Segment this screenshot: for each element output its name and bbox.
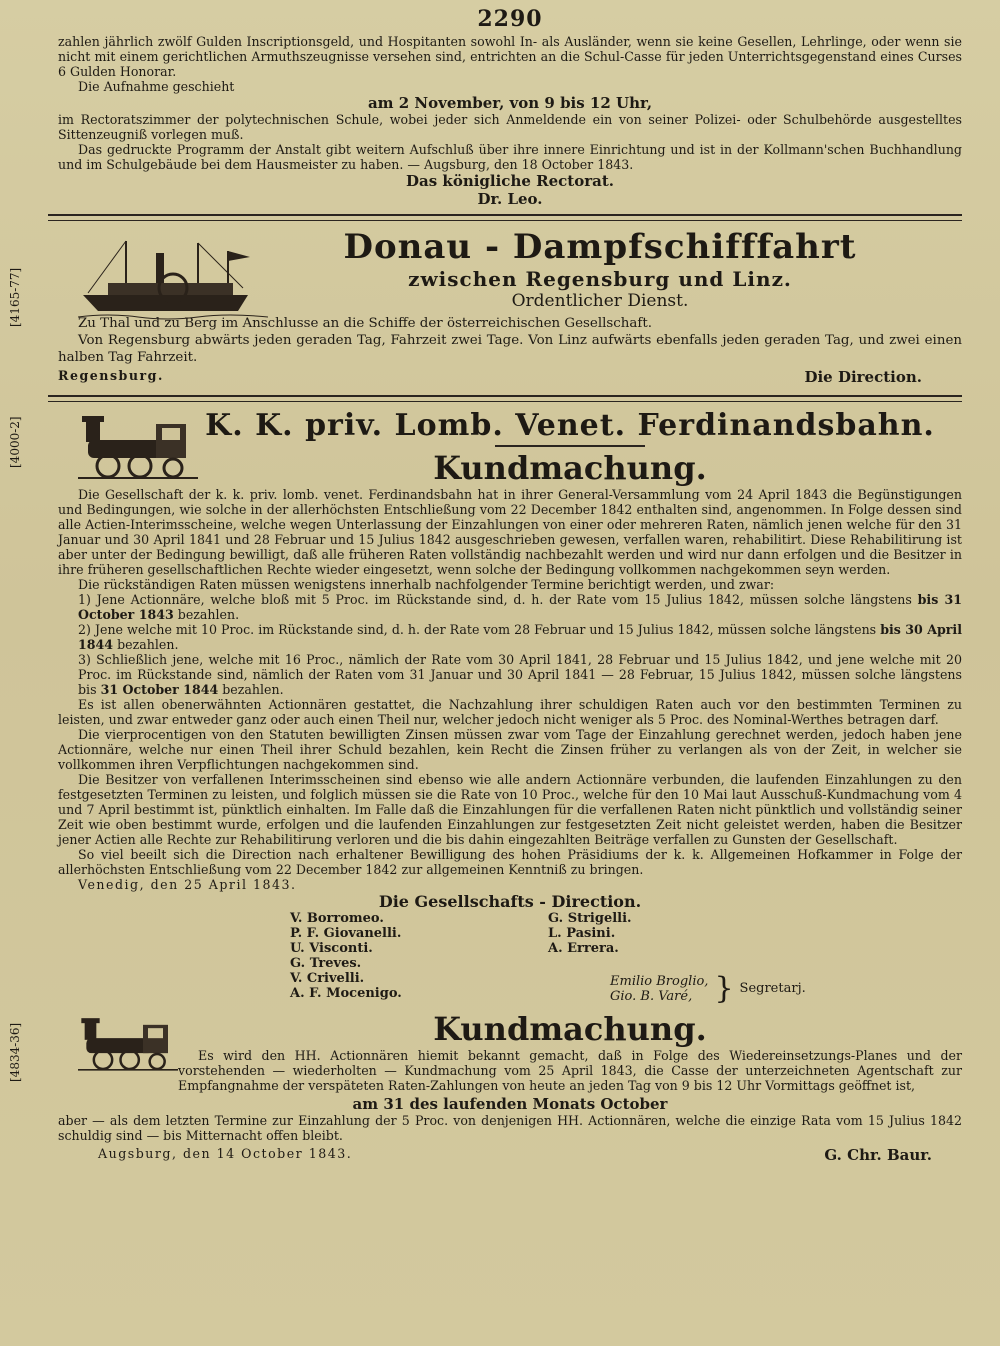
divider xyxy=(48,214,962,216)
divider xyxy=(48,401,962,402)
list-item-date: bis 30 April 1844 xyxy=(78,622,962,652)
secretaries xyxy=(610,971,962,1006)
railway-advert xyxy=(8,408,963,1006)
advert-signer: Die Gesellschafts - Direction. xyxy=(378,892,642,911)
advert-paragraph: Die Gesellschaft der k. k. priv. lomb. venet. Ferdinandsbahn hat in ihrer General-Versammlung vom 24 April 1843 die Begünstigungen und Bedingungen, wie solche in der allerhöchsten Entschließung vom 22 December 1842 enthalten sind, angenommen. In Folge dessen sind alle Actien-Interimsscheine, welche wegen Unterlassung der Einzahlungen von einer oder mehreren Raten, nämlich jenen welche für den 31 Januar und 30 April 1841 und 28 Februar und 15 Julius 1842 ausgeschrieben gewesen, verfallen waren, rehabilitirt. Diese Rehabilitirung ist aber unter der Bedingung bewilligt, daß alle früheren Raten vollständig nachbezahlt werden und wird nur dann erfolgen und die Besitzer in ihre früheren gesellschaftlichen Rechte wieder eingesetzt, wenn solche der Bedingung vollkommen nachgekommen seyn werden. xyxy=(58,487,962,577)
locomotive-icon xyxy=(78,1012,178,1080)
secretary-name: Gio. B. Varé, xyxy=(610,988,693,1004)
advert-paragraph: aber — als dem letzten Termine zur Einzahlung der 5 Proc. von denjenigen HH. Actionnären, welche die einzige Rata vom 15 Julius 1842 schuldig sind — bis Mitternacht offen bleibt. xyxy=(58,1113,962,1143)
advert-place-date: Augsburg, den 14 October 1843. xyxy=(98,1146,353,1161)
advert-service: Ordentlicher Dienst. xyxy=(511,291,689,311)
advert-place: Regensburg. xyxy=(58,368,164,383)
advert-code: [4165-77] xyxy=(8,267,22,327)
advert-signer: Die Direction. xyxy=(804,368,922,386)
brace-icon: } xyxy=(714,971,734,1006)
advert-place-date: Venedig, den 25 April 1843. xyxy=(78,877,297,892)
advert-heading: Kundmachung. xyxy=(433,1010,707,1048)
advert-paragraph: So viel beeilt sich die Direction nach erhaltener Bewilligung des hohen Präsidiums der k. k. Allgemeinen Hofkammer in Folge der allerhöchsten Entschließung vom 22 December 1842 zur allgemeinen Kenntniß zu bringen. xyxy=(58,847,962,877)
advert-heading: Kundmachung. xyxy=(433,449,707,487)
advert-paragraph: Es ist allen obenerwähnten Actionnären gestattet, die Nachzahlung ihrer schuldigen Raten auch vor den bestimmten Terminen zu leisten, und zwar entweder ganz oder auch einen Theil nur, welcher jedoch nicht weniger als 5 Proc. des Nominal-Werthes betragen darf. xyxy=(58,697,962,727)
list-item-text: bezahlen. xyxy=(222,682,284,697)
advert-subtitle: zwischen Regensburg und Linz. xyxy=(408,267,792,291)
advert-signer: G. Chr. Baur. xyxy=(824,1146,932,1164)
divider xyxy=(48,395,962,397)
advert-title: Donau - Dampfschifffahrt xyxy=(343,227,857,267)
advert-code: [4000-2] xyxy=(8,416,22,468)
agency-advert xyxy=(8,1010,962,1164)
director-name: P. F. Giovanelli. xyxy=(290,926,402,941)
list-item-text: 1) Jene Actionnäre, welche bloß mit 5 Proc. im Rückstande sind, d. h. der Rate vom 15 Julius 1842, müssen solche längstens xyxy=(78,592,912,607)
list-item-date: bis 31 October 1843 xyxy=(78,592,963,622)
advert-line: Zu Thal und zu Berg im Anschlusse an die Schiffe der österreichischen Gesellschaft. xyxy=(78,316,652,331)
list-item-text: 3) Schließlich jene, welche mit 16 Proc., nämlich der Rate vom 30 April 1841, 28 Februar und 15 Julius 1842, und jene welche mit 20 Proc. im Rückstande sind, nämlich der Raten vom 31 Januar und 30 April 1841 — 28 Februar, 15 Julius 1842, müssen solche längstens bis xyxy=(78,652,962,697)
advert-paragraph: Die rückständigen Raten müssen wenigstens innerhalb nachfolgender Termine berichtigt werden, und zwar: xyxy=(78,577,775,592)
advert-paragraph: Die vierprocentigen von den Statuten bewilligten Zinsen müssen zwar vom Tage der Einzahlung gerechnet werden, jedoch haben jene Actionnäre, welche nur einen Theil ihrer Schuld bezahlen, kein Recht die Zinsen früher zu verlangen als von der Zeit, in welcher sie vollkommen ihren Verpflichtungen nachgekommen sind. xyxy=(58,727,962,772)
notice-signer: Dr. Leo. xyxy=(477,190,543,208)
list-item-date: 31 October 1844 xyxy=(100,682,219,697)
divider xyxy=(495,445,645,447)
director-name: L. Pasini. xyxy=(548,926,616,941)
notice-paragraph: Die Aufnahme geschieht xyxy=(78,79,235,94)
advert-list-item xyxy=(58,622,962,652)
advert-title: K. K. priv. Lomb. Venet. Ferdinandsbahn. xyxy=(205,408,935,443)
list-item-text: bezahlen. xyxy=(177,607,240,622)
school-notice xyxy=(58,34,962,208)
advert-paragraph: Die Besitzer von verfallenen Interimsscheinen sind ebenso wie alle andern Actionnäre verbunden, die laufenden Einzahlungen zu den festgesetzten Terminen zu leisten, und folglich müssen sie die Rate von 10 Proc., welche für den 10 Mai laut Ausschuß-Kundmachung vom 4 und 7 April bestimmt ist, pünktlich einhalten. Im Falle daß die Einzahlungen für die verfallenen Raten nicht pünktlich und vollständig seiner Zeit wie oben bestimmt wurde, erfolgen und die laufenden Einzahlungen zur festgesetzten Zeit nicht geleistet werden, haben die Besitzer jener Actien alle Rechte zur Rehabilitirung verloren und die bis dahin eingezahlten Beiträge verfallen zu Gunsten der Gesellschaft. xyxy=(58,772,962,847)
notice-paragraph: zahlen jährlich zwölf Gulden Inscriptionsgeld, und Hospitanten sowohl In- als Ausländer, wenn sie keine Gesellen, Lehrlinge, oder wenn sie nicht mit einem gerichtlichen Armuthszeugnisse versehen sind, entrichten an die Schul-Casse für jeden Unterrichtsgegenstand eines Curses 6 Gulden Honorar. xyxy=(58,34,962,79)
secretaries-label: Segretarj. xyxy=(739,981,806,996)
advert-date-line: am 31 des laufenden Monats October xyxy=(352,1095,668,1113)
advert-code: [4834-36] xyxy=(8,1022,22,1082)
locomotive-icon xyxy=(78,412,198,486)
list-item-text: 2) Jene welche mit 10 Proc. im Rückstande sind, d. h. der Rate vom 28 Februar und 15 Julius 1842, müssen solche längstens xyxy=(78,622,877,637)
steamship-advert xyxy=(8,227,962,389)
director-name: A. F. Mocenigo. xyxy=(290,986,402,1001)
list-item-text: bezahlen. xyxy=(117,637,179,652)
notice-paragraph: Das gedruckte Programm der Anstalt gibt weitern Aufschluß über ihre innere Einrichtung und ist in der Kollmann'schen Buchhandlung und im Schulgebäude bei dem Hausmeister zu haben. — Augsburg, den 18 October 1843. xyxy=(58,142,962,172)
director-name: V. Borromeo. xyxy=(290,911,384,926)
advert-paragraph: Es wird den HH. Actionnären hiemit bekannt gemacht, daß in Folge des Wiedereinsetzungs-Planes und der vorstehenden — wiederholten — Kundmachung vom 25 April 1843, die Casse der unterzeichneten Agentschaft zur Empfangnahme der verspäteten Raten-Zahlungen von heute an jeden Tag von 9 bis 12 Uhr Vormittags geöffnet ist, xyxy=(178,1048,962,1093)
notice-paragraph: im Rectoratszimmer der polytechnischen Schule, wobei jeder sich Anmeldende ein von seiner Polizei- oder Schulbehörde ausgestelltes Sittenzeugniß vorlegen muß. xyxy=(58,112,962,142)
advert-line: Von Regensburg abwärts jeden geraden Tag, Fahrzeit zwei Tage. Von Linz aufwärts ebenfalls jeden geraden Tag, und zwei einen halben Tag Fahrzeit. xyxy=(58,333,962,365)
advert-list-item xyxy=(58,652,962,697)
notice-date-line: am 2 November, von 9 bis 12 Uhr, xyxy=(367,94,653,112)
advert-list-item xyxy=(58,592,962,622)
steamship-icon xyxy=(78,233,268,327)
director-name: V. Crivelli. xyxy=(290,971,365,986)
divider xyxy=(48,220,962,221)
page-number: 2290 xyxy=(477,6,543,32)
secretary-names xyxy=(610,974,708,1004)
director-name: G. Treves. xyxy=(290,956,362,971)
names-column xyxy=(290,911,548,1001)
director-name: A. Errera. xyxy=(548,941,619,956)
director-name: U. Visconti. xyxy=(290,941,373,956)
notice-signature: Das königliche Rectorat. xyxy=(406,172,614,190)
director-name: G. Strigelli. xyxy=(548,911,632,926)
secretary-name: Emilio Broglio, xyxy=(610,973,709,989)
